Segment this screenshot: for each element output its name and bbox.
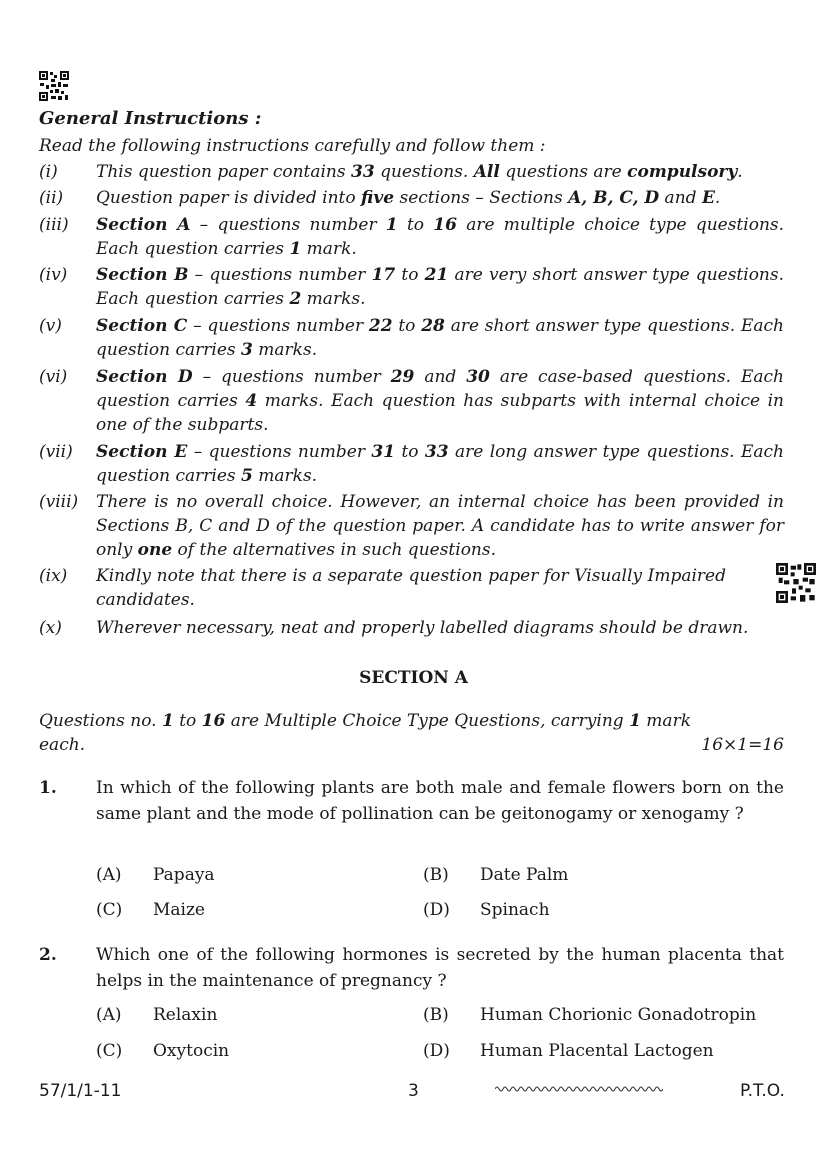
bold-text: 28 [421, 316, 445, 336]
instruction-number: (ix) [39, 566, 68, 586]
question-number: 1. [39, 778, 57, 798]
option-text: Relaxin [153, 1005, 218, 1025]
option-text: Spinach [480, 900, 550, 920]
instruction-number: (v) [39, 316, 62, 336]
instruction-text [96, 564, 726, 612]
bold-text: Section A [96, 215, 191, 235]
bold-text: 4 [245, 391, 258, 411]
instruction-item [39, 440, 784, 488]
instruction-number: (x) [39, 618, 62, 638]
text-run: are multiple choice type questions. Each question carries [96, 215, 785, 259]
bold-text: A, B, C, D [568, 188, 660, 208]
text-run: to [395, 265, 425, 285]
bold-text: 22 [368, 316, 393, 336]
section-marks: 16×1=16 [701, 735, 784, 755]
bold-text: 30 [466, 367, 490, 387]
section-note-line [39, 733, 784, 757]
text-run: and [659, 188, 702, 208]
text-run: marks. [252, 340, 318, 360]
squiggle-divider-icon [495, 1083, 663, 1095]
instruction-number: (vii) [39, 442, 73, 462]
instruction-item [39, 365, 784, 437]
text-run: sections – Sections [394, 188, 569, 208]
option-label: (D) [423, 900, 450, 920]
instruction-number: (viii) [39, 492, 79, 512]
option-text: Papaya [153, 865, 215, 885]
text-run: mark. [301, 239, 357, 259]
instruction-item [39, 263, 784, 311]
bold-text: 16 [201, 711, 226, 731]
text-run: to [392, 316, 422, 336]
text-run: are short answer type questions. Each question carries [96, 316, 785, 360]
text-run: marks. [301, 289, 366, 309]
option-label: (D) [423, 1041, 450, 1061]
text-run: to [397, 215, 434, 235]
instruction-text [96, 263, 784, 311]
general-instructions-intro: Read the following instructions carefully and follow them : [39, 136, 546, 156]
paper-code: 57/1/1-11 [39, 1081, 122, 1101]
instruction-item [39, 564, 784, 612]
instruction-item [39, 160, 784, 184]
general-instructions-title: General Instructions : [39, 108, 262, 129]
bold-text: 1 [289, 239, 302, 259]
option-text: Oxytocin [153, 1041, 230, 1061]
instruction-text [96, 186, 784, 210]
bold-text: Section C [96, 316, 188, 336]
text-run: This question paper contains [96, 162, 351, 182]
instruction-item [39, 314, 784, 362]
text-run: to [173, 711, 202, 731]
text-run: of the alternatives in such questions. [172, 540, 497, 560]
bold-text: 1 [385, 215, 398, 235]
instruction-number: (vi) [39, 367, 68, 387]
option-label: (C) [96, 900, 123, 920]
bold-text: Section D [96, 367, 193, 387]
bold-text: 16 [433, 215, 457, 235]
option-label: (A) [96, 1005, 122, 1025]
bold-text: 3 [241, 340, 253, 360]
section-note [39, 709, 784, 757]
text-run: marks. [252, 466, 318, 486]
qr-code-icon [776, 563, 816, 603]
text-run: – questions number [192, 367, 391, 387]
please-turn-over: P.T.O. [740, 1081, 785, 1101]
option-label: (B) [423, 1005, 449, 1025]
instruction-number: (i) [39, 162, 58, 182]
option-label: (B) [423, 865, 449, 885]
bold-text: E [701, 188, 715, 208]
page-number: 3 [408, 1081, 419, 1101]
question-text: In which of the following plants are both male and female flowers born on the same plant and the mode of pollination can be geitonogamy or xenogamy ? [96, 778, 784, 824]
bold-text: 21 [424, 265, 449, 285]
bold-text: 29 [390, 367, 415, 387]
text-run: mark [640, 711, 691, 731]
instruction-text [96, 213, 784, 261]
instruction-number: (iii) [39, 215, 69, 235]
text-run: Question paper is divided into [96, 188, 362, 208]
text-run: questions are [499, 162, 628, 182]
text-run: to [395, 442, 425, 462]
bold-text: 2 [289, 289, 302, 309]
bold-text: 1 [161, 711, 174, 731]
instruction-item [39, 490, 784, 562]
text-run: are Multiple Choice Type Questions, carrying [225, 711, 630, 731]
instruction-number: (ii) [39, 188, 64, 208]
option-text: Human Chorionic Gonadotropin [480, 1005, 757, 1025]
bold-text: 17 [371, 265, 396, 285]
instruction-item [39, 616, 784, 640]
option-label: (C) [96, 1041, 123, 1061]
instruction-item [39, 213, 784, 261]
text-run: Kindly note that there is a separate question paper for Visually Impaired candidates. [96, 566, 726, 610]
section-note-line [39, 709, 741, 733]
bold-text: 33 [424, 442, 449, 462]
instruction-text [96, 365, 784, 437]
question-number: 2. [39, 945, 57, 965]
bold-text: 1 [629, 711, 641, 731]
instruction-number: (iv) [39, 265, 68, 285]
text-run: . [737, 162, 743, 182]
text-run: are very short answer type questions. Each question carries [96, 265, 785, 309]
question-text: Which one of the following hormones is secreted by the human placenta that helps in the maintenance of pregnancy ? [96, 945, 784, 991]
bold-text: 5 [241, 466, 253, 486]
bold-text: 33 [351, 162, 375, 182]
instruction-item [39, 186, 784, 210]
text-run: are long answer type questions. Each question carries [96, 442, 784, 486]
qr-code-icon [39, 71, 69, 101]
text-run: Questions no. [39, 711, 162, 731]
text-run: Wherever necessary, neat and properly labelled diagrams should be drawn. [96, 618, 749, 638]
option-text: Human Placental Lactogen [480, 1041, 714, 1061]
question-2 [39, 942, 784, 994]
bold-text: Section E [96, 442, 188, 462]
bold-text: compulsory [627, 162, 738, 182]
bold-text: 31 [371, 442, 396, 462]
option-text: Maize [153, 900, 205, 920]
text-run: and [414, 367, 467, 387]
text-run: marks. Each question has subparts with internal choice in one of the subparts. [96, 391, 784, 435]
instruction-text [96, 440, 784, 488]
bold-text: one [137, 540, 173, 560]
instruction-text [96, 616, 784, 640]
instruction-text [96, 314, 784, 362]
text-run: questions. [374, 162, 474, 182]
section-note-end: each. [39, 735, 86, 755]
section-heading: SECTION A [359, 668, 468, 688]
instruction-text [96, 160, 784, 184]
option-text: Date Palm [480, 865, 569, 885]
text-run: are case-based questions. Each question carries [96, 367, 784, 411]
text-run: – questions number [187, 442, 372, 462]
bold-text: Section B [96, 265, 189, 285]
text-run: – questions number [188, 265, 372, 285]
option-label: (A) [96, 865, 122, 885]
text-run: There is no overall choice. However, an internal choice has been provided in Sections B, C and D of the question paper. A candidate has to write answer for only [96, 492, 784, 560]
text-run: – questions number [187, 316, 369, 336]
bold-text: five [361, 188, 395, 208]
text-run: – questions number [190, 215, 386, 235]
instruction-text [96, 490, 784, 562]
bold-text: All [473, 162, 500, 182]
question-1 [39, 775, 784, 827]
text-run: . [714, 188, 721, 208]
